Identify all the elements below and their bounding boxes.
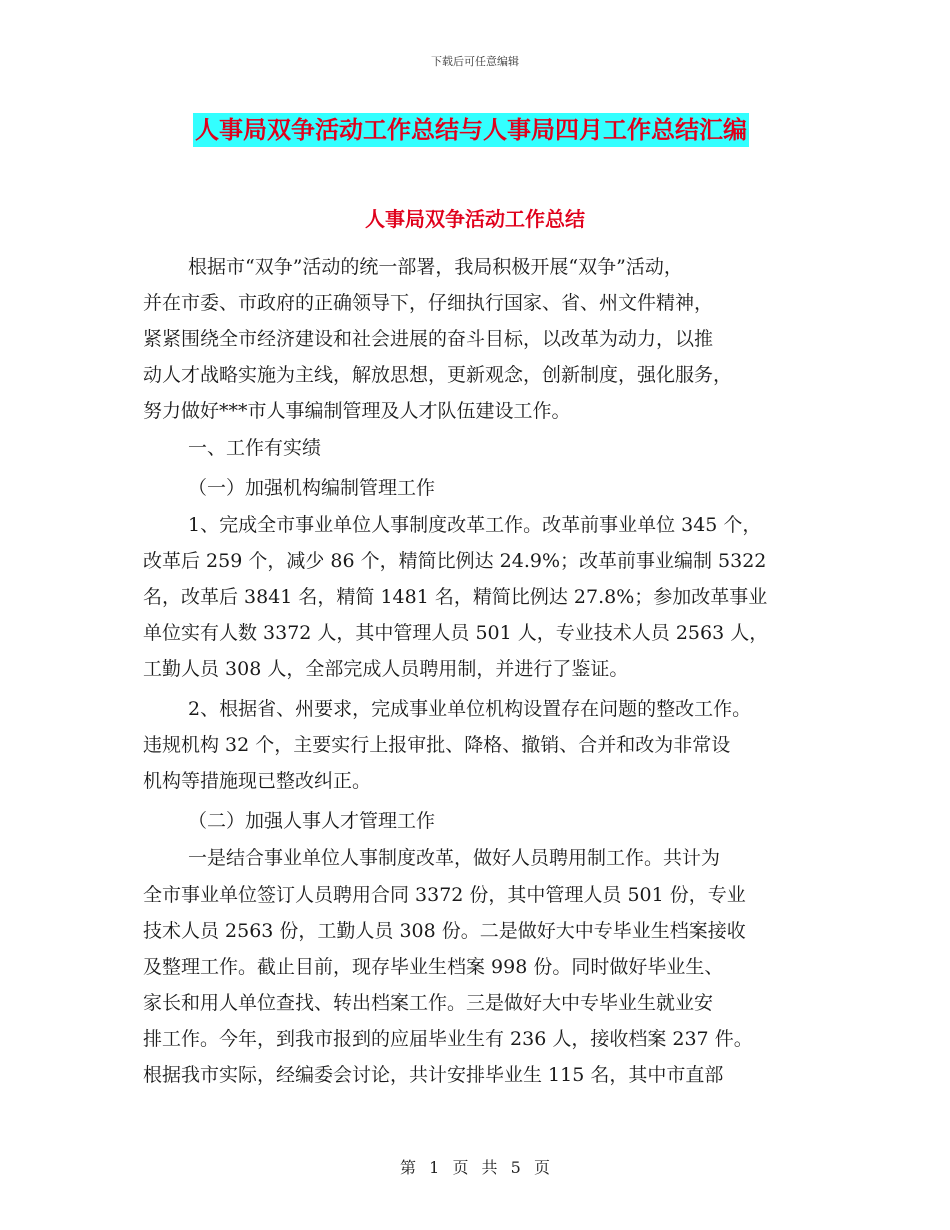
body-line: 家长和用人单位查找、转出档案工作。三是做好大中专毕业生就业安	[143, 992, 714, 1014]
body-line: 根据市“双争”活动的统一部署，我局积极开展“双争”活动，	[188, 256, 683, 278]
body-line: 全市事业单位签订人员聘用合同 3372 份，其中管理人员 501 份，专业	[143, 884, 746, 906]
body-line: 工勤人员 308 人，全部完成人员聘用制，并进行了鉴证。	[143, 658, 629, 680]
heading-line: （一）加强机构编制管理工作	[188, 477, 436, 499]
heading-line: 一、工作有实绩	[188, 437, 322, 459]
total-page-number: 5	[510, 1158, 521, 1177]
section-title: 人事局双争活动工作总结	[365, 207, 585, 231]
body-line: 1、完成全市事业单位人事制度改革工作。改革前事业单位 345 个，	[188, 514, 762, 536]
body-line: 及整理工作。截止目前，现存毕业生档案 998 份。同时做好毕业生、	[143, 956, 724, 978]
body-line: 名，改革后 3841 名，精简 1481 名，精简比例达 27.8%；参加改革事业	[143, 586, 768, 608]
body-line: 单位实有人数 3372 人，其中管理人员 501 人，专业技术人员 2563 人，	[143, 622, 769, 644]
body-line: 努力做好***市人事编制管理及人才队伍建设工作。	[143, 400, 571, 422]
body-line: 动人才战略实施为主线，解放思想，更新观念，创新制度，强化服务，	[143, 364, 733, 386]
footer-page-word: 页	[452, 1158, 469, 1177]
body-line: 违规机构 32 个，主要实行上报审批、降格、撤销、合并和改为非常设	[143, 734, 731, 756]
body-line: 紧紧围绕全市经济建设和社会进展的奋斗目标，以改革为动力，以推	[143, 328, 714, 350]
body-line: 根据我市实际，经编委会讨论，共计安排毕业生 115 名，其中市直部	[143, 1064, 724, 1086]
body-line: 排工作。今年，到我市报到的应届毕业生有 236 人，接收档案 237 件。	[143, 1028, 753, 1050]
body-line: 2、根据省、州要求，完成事业单位机构设置存在问题的整改工作。	[188, 698, 752, 720]
footer-total-word: 共	[481, 1158, 498, 1177]
body-line: 改革后 259 个，减少 86 个，精简比例达 24.9%；改革前事业编制 5322	[143, 550, 767, 572]
header-note: 下载后可任意编辑	[431, 55, 519, 68]
current-page-number: 1	[429, 1158, 440, 1177]
body-line: 一是结合事业单位人事制度改革，做好人员聘用制工作。共计为	[188, 847, 721, 869]
body-line: 机构等措施现已整改纠正。	[143, 770, 372, 792]
footer-prefix: 第	[400, 1158, 417, 1177]
document-title: 人事局双争活动工作总结与人事局四月工作总结汇编	[193, 113, 749, 147]
body-line: 技术人员 2563 份，工勤人员 308 份。二是做好大中专毕业生档案接收	[143, 920, 746, 942]
heading-line: （二）加强人事人才管理工作	[188, 810, 436, 832]
page-footer	[0, 1155, 950, 1178]
body-line: 并在市委、市政府的正确领导下，仔细执行国家、省、州文件精神，	[143, 292, 714, 314]
footer-suffix: 页	[533, 1158, 550, 1177]
